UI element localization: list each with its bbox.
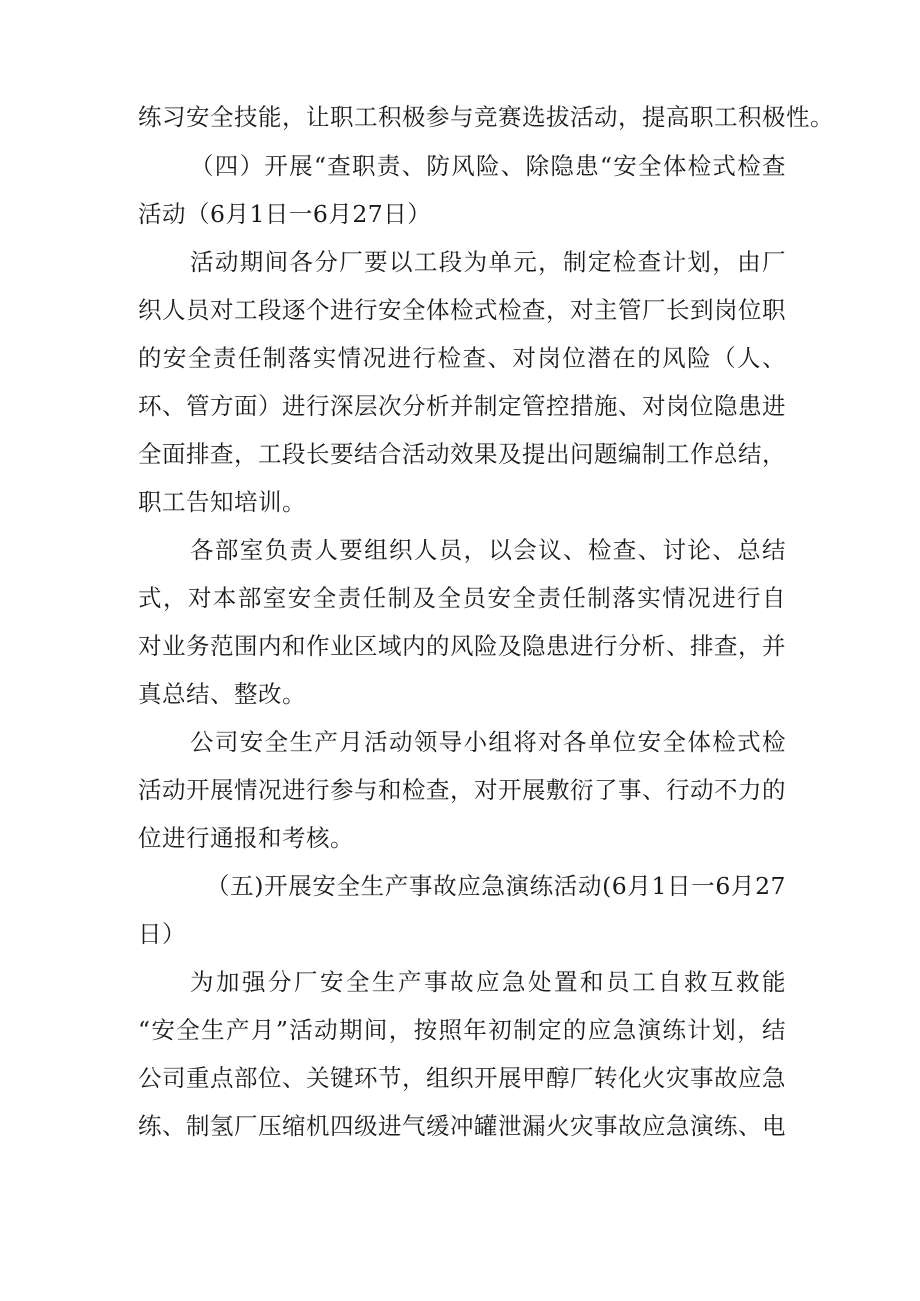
text-line: “安全生产月”活动期间，按照年初制定的应急演练计划，结 (138, 1016, 786, 1044)
text-line: 对业务范围内和作业区域内的风险及隐患进行分析、排查，并 (138, 632, 786, 660)
text-line: 式，对本部室安全责任制及全员安全责任制落实情况进行自 (138, 584, 786, 612)
text-line: 公司重点部位、关键环节，组织开展甲醇厂转化火灾事故应急 (138, 1064, 786, 1092)
text-line: 各部室负责人要组织人员，以会议、检查、讨论、总结 (190, 536, 786, 564)
section-heading-4-line: （四）开展“查职责、防风险、除隐患“安全体检式检查 (190, 152, 786, 180)
text-line: 练习安全技能，让职工积极参与竞赛选拔活动，提高职工积极性。 (138, 103, 834, 131)
text-line: 位进行通报和考核。 (138, 824, 354, 852)
section-heading-5-line: （五)开展安全生产事故应急演练活动(6月1日一6月27 (206, 872, 786, 900)
text-line: 为加强分厂安全生产事故应急处置和员工自救互救能 (190, 968, 786, 996)
section-heading-4-line: 活动（6月1日一6月27日） (138, 200, 432, 228)
text-line: 织人员对工段逐个进行安全体检式检查，对主管厂长到岗位职 (138, 296, 786, 324)
text-line: 练、制氢厂压缩机四级进气缓冲罐泄漏火灾事故应急演练、电 (138, 1112, 786, 1140)
text-line: 活动开展情况进行参与和检查，对开展敷衍了事、行动不力的 (138, 776, 786, 804)
text-line: 活动期间各分厂要以工段为单元，制定检查计划，由厂 (190, 248, 786, 276)
text-line: 的安全责任制落实情况进行检查、对岗位潜在的风险（人、 (138, 344, 786, 372)
section-heading-5-line: 日） (138, 920, 186, 948)
text-line: 真总结、整改。 (138, 680, 306, 708)
text-line: 公司安全生产月活动领导小组将对各单位安全体检式检 (190, 728, 786, 756)
text-line: 全面排查，工段长要结合活动效果及提出问题编制工作总结， (138, 440, 786, 468)
text-line: 环、管方面）进行深层次分析并制定管控措施、对岗位隐患进 (138, 392, 786, 420)
text-line: 职工告知培训。 (138, 488, 306, 516)
